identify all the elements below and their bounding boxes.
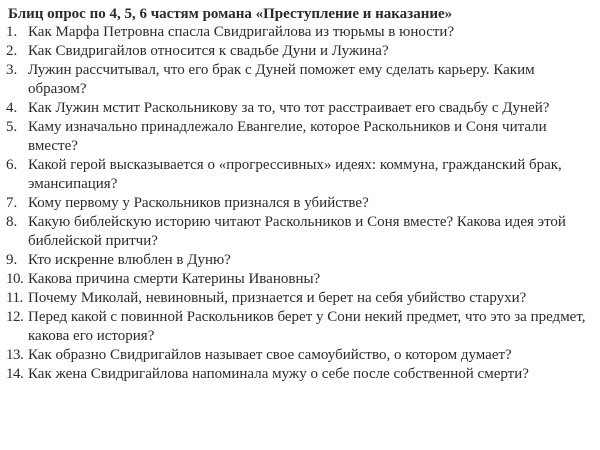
question-item bbox=[6, 156, 596, 194]
question-number: 11. bbox=[6, 290, 23, 306]
question-text: Как жена Свидригайлова напоминала мужу о себе после собственной смерти? bbox=[28, 366, 529, 382]
question-text: Кто искренне влюблен в Дуню? bbox=[28, 252, 231, 268]
question-number: 3. bbox=[6, 62, 18, 78]
question-item bbox=[6, 270, 596, 289]
question-number: 14. bbox=[6, 366, 24, 382]
question-text: Какой герой высказывается о «прогрессивных» идеях: коммуна, гражданский брак, эмансипация? bbox=[28, 157, 562, 192]
document-title: Блиц опрос по 4, 5, 6 частям романа «Преступление и наказание» bbox=[8, 6, 453, 22]
question-text: Лужин рассчитывал, что его брак с Дуней поможет ему сделать карьеру. Каким образом? bbox=[28, 62, 535, 97]
question-item bbox=[6, 213, 596, 251]
question-number: 1. bbox=[6, 24, 18, 40]
question-item bbox=[6, 42, 596, 61]
question-text: Какую библейскую историю читают Раскольников и Соня вместе? Какова идея этой библейской притчи? bbox=[28, 214, 566, 249]
question-number: 4. bbox=[6, 100, 18, 116]
question-number: 10. bbox=[6, 271, 24, 287]
question-text: Перед какой с повинной Раскольников берет у Сони некий предмет, что это за предмет, какова его история? bbox=[28, 309, 586, 344]
question-text: Как Марфа Петровна спасла Свидригайлова из тюрьмы в юности? bbox=[28, 24, 455, 40]
question-number: 2. bbox=[6, 43, 18, 59]
question-number: 8. bbox=[6, 214, 18, 230]
question-item bbox=[6, 289, 596, 308]
question-number: 6. bbox=[6, 157, 18, 173]
question-text: Как Лужин мстит Раскольникову за то, что тот расстраивает его свадьбу с Дуней? bbox=[28, 100, 550, 116]
question-number: 9. bbox=[6, 252, 18, 268]
quiz-sheet bbox=[6, 6, 596, 384]
question-text: Как Свидригайлов относится к свадьбе Дуни и Лужина? bbox=[28, 43, 389, 59]
question-item bbox=[6, 308, 596, 346]
question-item bbox=[6, 23, 596, 42]
question-item bbox=[6, 99, 596, 118]
question-number: 7. bbox=[6, 195, 18, 211]
question-item bbox=[6, 118, 596, 156]
question-item bbox=[6, 61, 596, 99]
question-item bbox=[6, 365, 596, 384]
question-number: 12. bbox=[6, 309, 24, 325]
question-item bbox=[6, 346, 596, 365]
question-number: 13. bbox=[6, 347, 24, 363]
question-text: Каму изначально принадлежало Евангелие, которое Раскольников и Соня читали вместе? bbox=[28, 119, 547, 154]
question-text: Как образно Свидригайлов называет свое самоубийство, о котором думает? bbox=[28, 347, 512, 363]
question-text: Почему Миколай, невиновный, признается и берет на себя убийство старухи? bbox=[28, 290, 527, 306]
question-text: Кому первому у Раскольников признался в убийстве? bbox=[28, 195, 369, 211]
question-number: 5. bbox=[6, 119, 18, 135]
question-list bbox=[6, 23, 596, 384]
question-text: Какова причина смерти Катерины Ивановны? bbox=[28, 271, 321, 287]
question-item bbox=[6, 251, 596, 270]
question-item bbox=[6, 194, 596, 213]
